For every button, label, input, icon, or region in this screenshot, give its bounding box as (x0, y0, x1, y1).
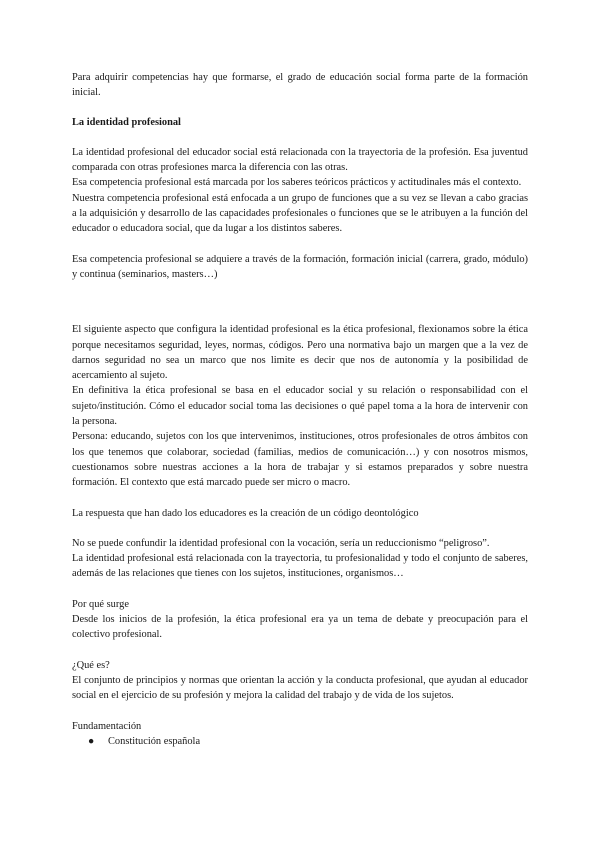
bullet-icon: ● (88, 735, 95, 747)
question-what: ¿Qué es? (72, 659, 110, 671)
paragraph-code: La respuesta que han dado los educadores es la creación de un código deontológico (72, 507, 419, 519)
paragraph-trajectory: La identidad profesional está relacionada con la trayectoria, tu profesionalidad y todo el conjunto de saberes, además de las relaciones que tienes con los sujetos, instituciones, organismos… (72, 553, 528, 580)
paragraph-functions: Nuestra competencia profesional está enfocada a un grupo de funciones que a su vez se llevan a cabo gracias a la adquisición y desarrollo de las capacidades profesionales o funciones que se le atribuyen a la función del educador o educadora social, que da lugar a los distintos saberes. (72, 192, 528, 235)
foundation-list (72, 734, 528, 749)
paragraph-training: Esa competencia profesional se adquiere a través de la formación, formación inicial (carrera, grado, módulo) y continua (seminarios, masters…) (72, 253, 528, 280)
paragraph-persona: Persona: educando, sujetos con los que intervenimos, instituciones, otros profesionales de otros ámbitos con los que tenemos que colaborar, sociedad (familias, medios de comunicación…) y con nosotros mismos, cuestionamos sobre nuestras acciones a la hora de trabajar y si estamos preparados y sobre nuestra formación. El contexto que está marcado puede ser micro o macro. (72, 431, 528, 489)
paragraph-vocation: No se puede confundir la identidad profesional con la vocación, sería un reduccionismo “peligroso”. (72, 537, 490, 549)
paragraph-competence: Esa competencia profesional está marcada por los saberes teóricos prácticos y actitudinales más el contexto. (72, 177, 522, 189)
paragraph-identity: La identidad profesional del educador social está relacionada con la trayectoria de la profesión. Esa juventud comparada con otras profesiones marca la diferencia con las otras. (72, 146, 528, 174)
answer-why: Desde los inicios de la profesión, la ética profesional era ya un tema de debate y preocupación para el colectivo profesional. (72, 614, 528, 641)
list-item (72, 734, 528, 749)
intro-paragraph: Para adquirir competencias hay que formarse, el grado de educación social forma parte de la formación inicial. (72, 72, 528, 99)
question-foundation: Fundamentación (72, 720, 142, 732)
section-heading: La identidad profesional (72, 116, 181, 128)
paragraph-ethics: El siguiente aspecto que configura la identidad profesional es la ética profesional, flexionamos sobre la ética porque necesitamos seguridad, leyes, normas, códigos. Pero una normativa bajo un margen que a la vez de darnos seguridad no sea un marco que nos limite es decir que nos de autonomía y la posibilidad de acercamiento al sujeto. (72, 324, 528, 382)
list-item-text: Constitución española (108, 735, 201, 747)
answer-what: El conjunto de principios y normas que orientan la acción y la conducta profesional, que ayudan al educador social en el ejercicio de su profesión y mejora la calidad del trabajo y de vida de los sujetos. (72, 674, 528, 702)
paragraph-ethics-relation: En definitiva la ética profesional se basa en el educador social y su relación o responsabilidad con el sujeto/institución. Cómo el educador social toma las decisiones o qué papel toma a la hora de intervenir con la persona. (72, 385, 528, 428)
question-why: Por qué surge (72, 598, 129, 610)
